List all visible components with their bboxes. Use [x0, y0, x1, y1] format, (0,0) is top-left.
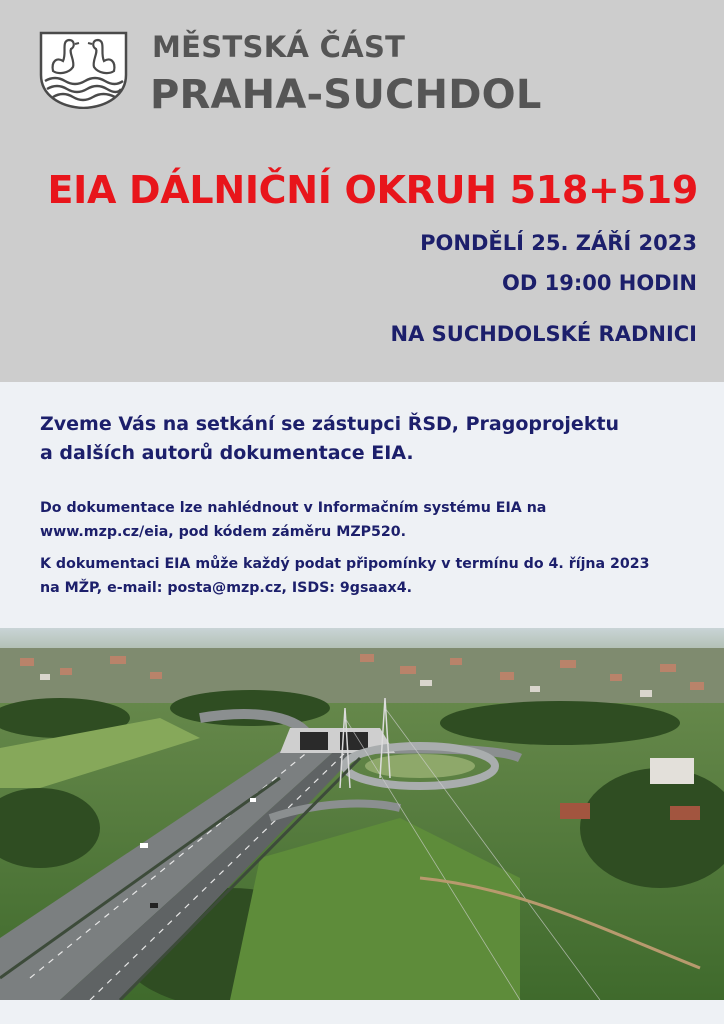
invitation-line2: a dalších autorů dokumentace EIA. [40, 442, 414, 464]
info-p1-line2: www.mzp.cz/eia, pod kódem záměru MZP520. [40, 523, 407, 540]
event-date: PONDĚLÍ 25. ZÁŘÍ 2023 [420, 231, 697, 255]
coat-of-arms-logo [39, 31, 128, 109]
footer-strip [0, 1000, 724, 1024]
org-name-line1: MĚSTSKÁ ČÁST [152, 30, 406, 64]
info-p1-line1: Do dokumentace lze nahlédnout v Informačním systému EIA na [40, 500, 547, 516]
event-place: NA SUCHDOLSKÉ RADNICI [390, 322, 697, 346]
info-p2-line1: K dokumentaci EIA může každý podat připomínky v termínu do 4. října 2023 [40, 556, 650, 572]
info-paragraph-comments [40, 553, 700, 600]
invitation-line1: Zveme Vás na setkání se zástupci ŘSD, Pragoprojektu [40, 413, 620, 435]
invitation-text [40, 410, 700, 468]
event-time: OD 19:00 HODIN [502, 271, 697, 295]
event-title: EIA DÁLNIČNÍ OKRUH 518+519 [47, 168, 698, 212]
header-panel [0, 0, 724, 382]
highway-aerial-photo [0, 628, 724, 1000]
info-p2-line2: na MŽP, e-mail: posta@mzp.cz, ISDS: 9gsaax4. [40, 579, 412, 596]
aerial-illustration [0, 628, 724, 1000]
org-name-line2: PRAHA-SUCHDOL [150, 72, 542, 118]
info-paragraph-documentation [40, 497, 700, 544]
